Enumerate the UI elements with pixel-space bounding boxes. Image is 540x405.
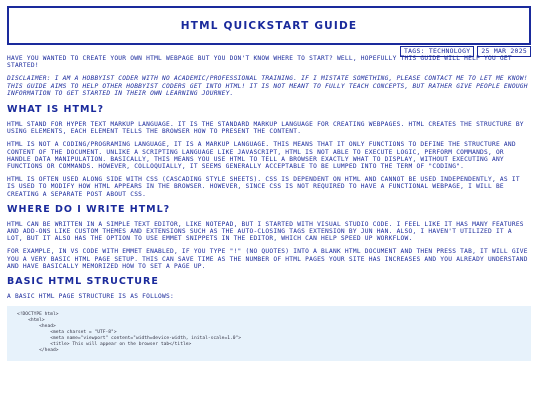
code-line: <meta name="viewport" content="width=device-width, inital-scale=1.0"> [50,336,242,342]
code-line: </head> [39,348,59,354]
paragraph: FOR EXAMPLE, IN VS CODE WITH EMMET ENABLED, IF YOU TYPE "!" (NO QUOTES) INTO A BLANK HTML DOCUMENT AND THEN PRESS TAB, IT WILL GIVE YOU A VERY BASIC HTML PAGE SETUP. THIS CAN SAVE TIME AS THE NUMBER OF HTML PAGES YOUR SITE HAS INCREASES AND YOU ALREADY UNDERSTAND AND HAVE BASICALLY MEMORIZED HOW TO SET A PAGE UP. [7,248,528,270]
disclaimer-line-1: DISCLAIMER: I AM A HOBBYIST CODER WITH NO ACADEMIC/PROFESSIONAL TRAINING. IF I MISTATE SOMETHING, PLEASE CONTACT ME TO LET ME KNOW! [7,75,528,83]
code-line: <title> This will appear on the browser tab</title> [50,342,192,348]
paragraph: HTML CAN BE WRITTEN IN A SIMPLE TEXT EDITOR, LIKE NOTEPAD, BUT I STARTED WITH VISUAL STUDIO CODE. I FEEL LIKE IT HAS MANY FEATURES AND ADD-ONS LIKE CUSTOM THEMES AND EXTENSIONS SUCH AS THE AUTO-CLOSING TAGS EXTENSION BY JUN HAN. ALSO, I HAVEN'T UTILIZED IT A LOT, BUT IT ALSO HAS THE OPTION TO USE EMMET SNIPPETS IN THE EDITOR, WHICH CAN HELP SPEED UP WORKFLOW. [7,220,524,243]
article-content [7,55,531,361]
heading-what-is-html: WHAT IS HTML? [7,104,104,116]
disclaimer [7,75,531,97]
code-line: <html> [28,318,45,324]
code-line: <head> [39,324,56,330]
date-badge: 25 MAR 2025 [477,46,531,57]
intro-paragraph: HAVE YOU WANTED TO CREATE YOUR OWN HTML WEBPAGE BUT YOU DON'T KNOW WHERE TO START? WELL, HOPEFULLY THIS GUIDE WILL HELP YOU GET STARTED! [7,55,512,70]
paragraph: HTML STAND FOR HYPER TEXT MARKUP LANGUAGE. IT IS THE STANDARD MARKUP LANGUAGE FOR CREATING WEBPAGES. HTML CREATES THE STRUCTURE BY USING ELEMENTS, EACH ELEMENT TELLS THE BROWSER HOW TO PRESENT THE CONTENT. [7,121,524,136]
code-block[interactable] [7,306,531,361]
tags-badge[interactable]: TAGS: TECHNOLOGY [400,46,474,57]
page-title: HTML QUICKSTART GUIDE [180,19,358,32]
disclaimer-line-2: THIS GUIDE AIMS TO HELP OTHER HOBBYIST CODERS GET INTO HTML! IT IS NOT MEANT TO FULLY TEACH CONCEPTS, BUT RATHER GIVE PEOPLE ENOUGH INFORMATION TO GET STARTED IN THEIR OWN LEARNING JOURNEY. [7,82,528,97]
heading-where-to-write: WHERE DO I WRITE HTML? [7,203,171,215]
heading-basic-structure: BASIC HTML STRUCTURE [7,276,159,288]
paragraph: A BASIC HTML PAGE STRUCTURE IS AS FOLLOWS: [7,293,174,301]
paragraph: HTML IS NOT A CODING/PROGRAMING LANGUAGE, IT IS A MARKUP LANGUAGE. THIS MEANS THAT IT ONLY FUNCTIONS TO DEFINE THE STRUCTURE AND CONTENT OF THE DOCUMENT. UNLIKE A SCRIPTING LANGUAGE LIKE JAVASCRIPT, HTML IS NOT ABLE TO EXECUTE LOGIC, PERFORM COMMANDS, OR HANDLE DATA MANIPULATION. BASICALLY, THIS MEANS YOU USE HTML TO TELL A BROWSER EXACTLY WHAT TO DISPLAY, WITHOUT EXECUTING ANY FUNCTIONS OR COMMANDS. HOWEVER, COLLOQUIALLY, IT SEEMS GENERALLY ACCEPTABLE TO BE LUMPED INTO THE TERM OF "CODING". [7,141,516,171]
code-line: <!DOCTYPE html> [17,312,59,318]
code-line: <meta charset = "UTF-8"> [50,330,117,336]
paragraph: HTML IS OFTEN USED ALONG SIDE WITH CSS (CASCADING STYLE SHEETS). CSS IS DEPENDENT ON HTML AND CANNOT BE USED INDEPENDENTLY, AS IT IS USED TO MODIFY HOW HTML APPEARS IN THE BROWSER. HOWEVER, SINCE CSS IS NOT REQUIRED TO HAVE A FUNCTIONAL WEBPAGE, I WILL BE CREATING A SEPARATE POST ABOUT CSS. [7,176,520,198]
page-title-box [7,6,531,45]
